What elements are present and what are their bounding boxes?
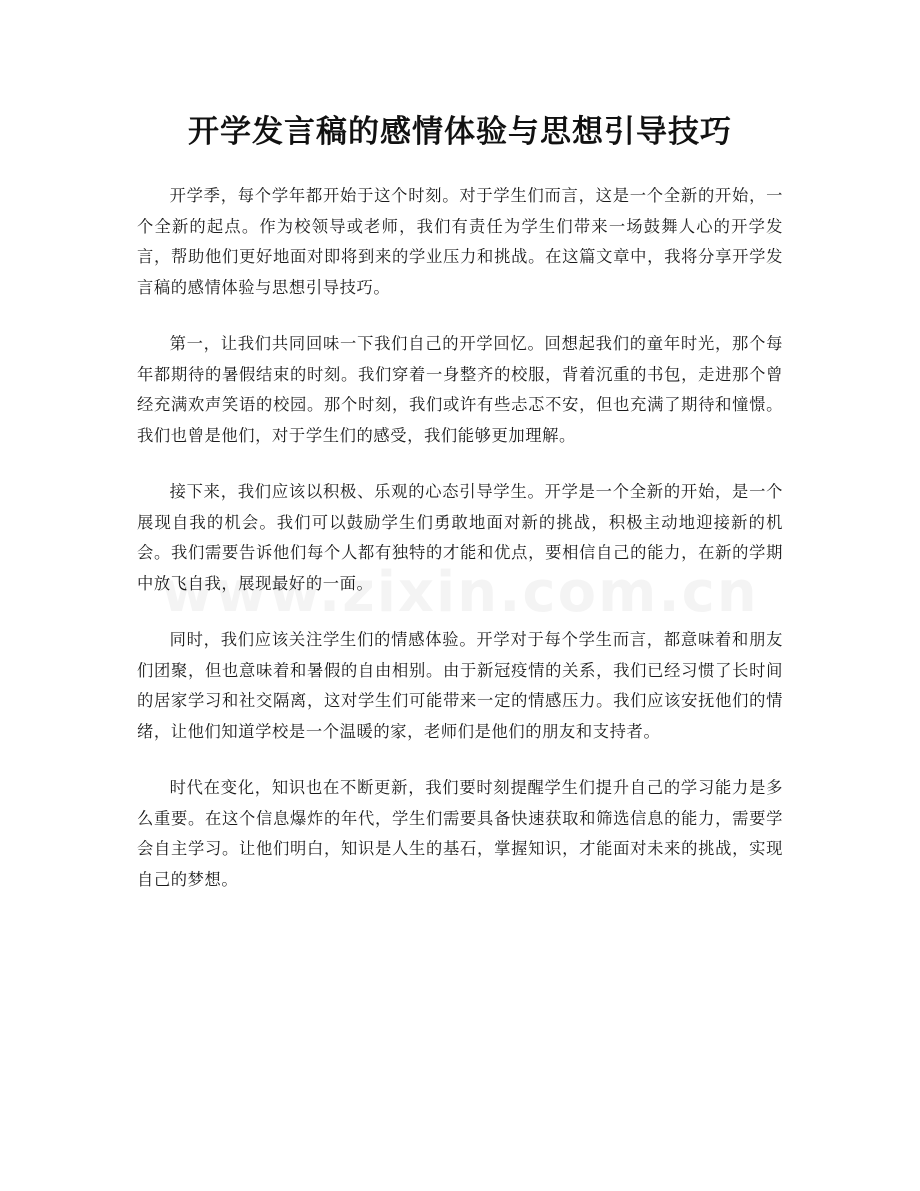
paragraph-5: 时代在变化，知识也在不断更新，我们要时刻提醒学生们提升自己的学习能力是多么重要。在这个信息爆炸的年代，学生们需要具备快速获取和筛选信息的能力，需要学会自主学习。让他们明白，知识是人生的基石，掌握知识，才能面对未来的挑战，实现自己的梦想。 bbox=[137, 778, 783, 889]
document-title: 开学发言稿的感情体验与思想引导技巧 bbox=[188, 114, 732, 150]
paragraph-4: 同时，我们应该关注学生们的情感体验。开学对于每个学生而言，都意味着和朋友们团聚，但也意味着和暑假的自由相别。由于新冠疫情的关系，我们已经习惯了长时间的居家学习和社交隔离，这对学生们可能带来一定的情感压力。我们应该安抚他们的情绪，让他们知道学校是一个温暖的家，老师们是他们的朋友和支持者。 bbox=[137, 630, 783, 741]
paragraph-3: 接下来，我们应该以积极、乐观的心态引导学生。开学是一个全新的开始，是一个展现自我的机会。我们可以鼓励学生们勇敢地面对新的挑战，积极主动地迎接新的机会。我们需要告诉他们每个人都有独特的才能和优点，要相信自己的能力，在新的学期中放飞自我，展现最好的一面。 bbox=[137, 482, 783, 593]
paragraph-1: 开学季，每个学年都开始于这个时刻。对于学生们而言，这是一个全新的开始，一个全新的起点。作为校领导或老师，我们有责任为学生们带来一场鼓舞人心的开学发言，帮助他们更好地面对即将到来的学业压力和挑战。在这篇文章中，我将分享开学发言稿的感情体验与思想引导技巧。 bbox=[137, 186, 783, 297]
paragraph-2: 第一，让我们共同回味一下我们自己的开学回忆。回想起我们的童年时光，那个每年都期待的暑假结束的时刻。我们穿着一身整齐的校服，背着沉重的书包，走进那个曾经充满欢声笑语的校园。那个时刻，我们或许有些忐忑不安，但也充满了期待和憧憬。我们也曾是他们，对于学生们的感受，我们能够更加理解。 bbox=[137, 334, 783, 445]
document-body bbox=[137, 181, 783, 921]
